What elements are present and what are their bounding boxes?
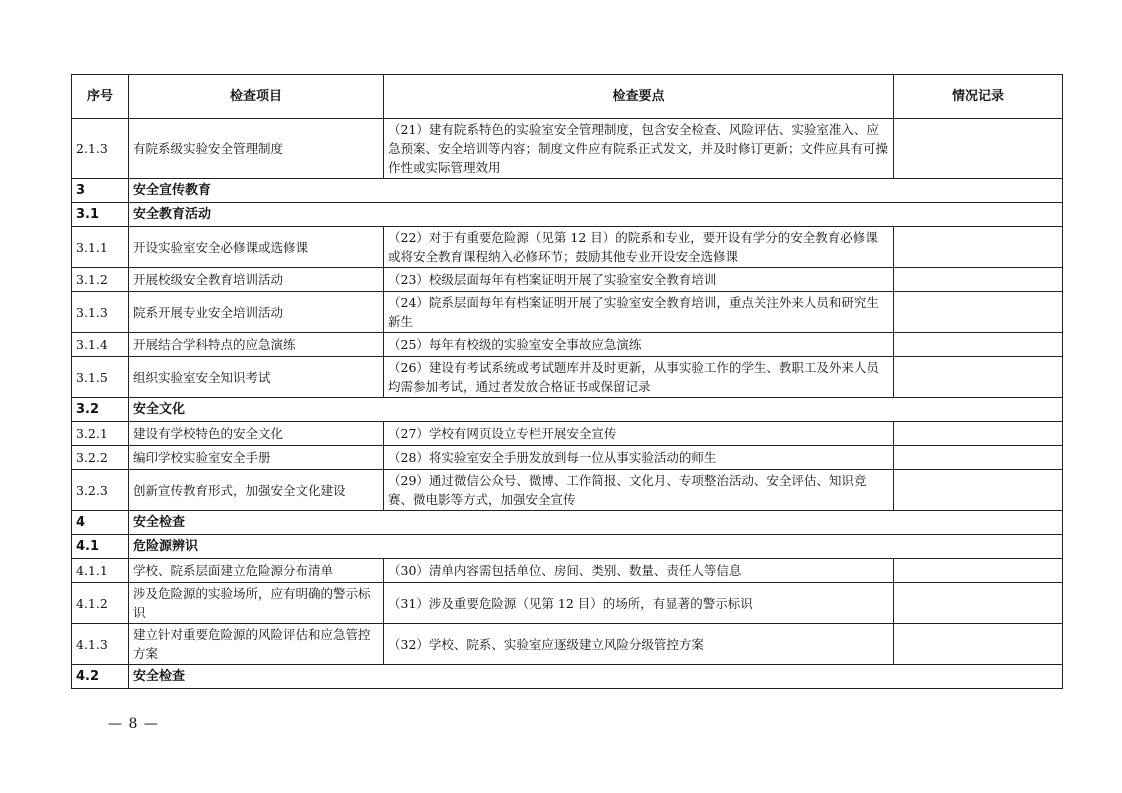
section-serial: 4.1 — [72, 535, 129, 559]
inspection-table — [71, 74, 1063, 689]
table-row — [72, 227, 1063, 268]
table-row — [72, 422, 1063, 446]
row-point: （24）院系层面每年有档案证明开展了实验室安全教育培训，重点关注外来人员和研究生新生 — [384, 292, 894, 333]
section-title: 安全文化 — [129, 398, 1063, 422]
section-serial: 4.2 — [72, 665, 129, 689]
row-serial: 3.2.2 — [72, 446, 129, 470]
row-item: 建立针对重要危险源的风险评估和应急管控方案 — [129, 624, 384, 665]
row-record — [894, 333, 1063, 357]
row-point: （30）清单内容需包括单位、房间、类别、数量、责任人等信息 — [384, 559, 894, 583]
row-item: 创新宣传教育形式，加强安全文化建设 — [129, 470, 384, 511]
section-title: 安全检查 — [129, 511, 1063, 535]
row-point: （27）学校有网页设立专栏开展安全宣传 — [384, 422, 894, 446]
row-point: （25）每年有校级的实验室安全事故应急演练 — [384, 333, 894, 357]
row-point: （28）将实验室安全手册发放到每一位从事实验活动的师生 — [384, 446, 894, 470]
row-point: （29）通过微信公众号、微博、工作简报、文化月、专项整治活动、安全评估、知识竞赛、微电影等方式，加强安全宣传 — [384, 470, 894, 511]
table-row — [72, 583, 1063, 624]
row-item: 有院系级实验安全管理制度 — [129, 119, 384, 179]
table-row — [72, 333, 1063, 357]
row-point: （22）对于有重要危险源（见第 12 目）的院系和专业，要开设有学分的安全教育必修课或将安全教育课程纳入必修环节；鼓励其他专业开设安全选修课 — [384, 227, 894, 268]
row-point: （21）建有院系特色的实验室安全管理制度，包含安全检查、风险评估、实验室准入、应急预案、安全培训等内容；制度文件应有院系正式发文，并及时修订更新；文件应具有可操作性或实际管理效用 — [384, 119, 894, 179]
row-record — [894, 559, 1063, 583]
table-row — [72, 470, 1063, 511]
row-serial: 3.2.3 — [72, 470, 129, 511]
row-serial: 4.1.2 — [72, 583, 129, 624]
row-item: 开展结合学科特点的应急演练 — [129, 333, 384, 357]
row-point: （31）涉及重要危险源（见第 12 目）的场所，有显著的警示标识 — [384, 583, 894, 624]
row-record — [894, 422, 1063, 446]
section-title: 安全检查 — [129, 665, 1063, 689]
row-serial: 3.1.5 — [72, 357, 129, 398]
section-row — [72, 511, 1063, 535]
row-record — [894, 227, 1063, 268]
table-row — [72, 268, 1063, 292]
section-row — [72, 179, 1063, 203]
section-serial: 3.2 — [72, 398, 129, 422]
table-row — [72, 292, 1063, 333]
table-row — [72, 357, 1063, 398]
row-serial: 3.1.3 — [72, 292, 129, 333]
header-record: 情况记录 — [894, 75, 1063, 119]
row-item: 学校、院系层面建立危险源分布清单 — [129, 559, 384, 583]
table-header-row — [72, 75, 1063, 119]
row-item: 院系开展专业安全培训活动 — [129, 292, 384, 333]
row-record — [894, 268, 1063, 292]
section-title: 安全教育活动 — [129, 203, 1063, 227]
section-title: 危险源辨识 — [129, 535, 1063, 559]
row-serial: 3.1.4 — [72, 333, 129, 357]
header-serial: 序号 — [72, 75, 129, 119]
row-record — [894, 119, 1063, 179]
row-item: 编印学校实验室安全手册 — [129, 446, 384, 470]
row-item: 组织实验室安全知识考试 — [129, 357, 384, 398]
table-row — [72, 446, 1063, 470]
section-row — [72, 203, 1063, 227]
row-record — [894, 470, 1063, 511]
row-point: （32）学校、院系、实验室应逐级建立风险分级管控方案 — [384, 624, 894, 665]
row-item: 开设实验室安全必修课或选修课 — [129, 227, 384, 268]
row-point: （26）建设有考试系统或考试题库并及时更新，从事实验工作的学生、教职工及外来人员均需参加考试，通过者发放合格证书或保留记录 — [384, 357, 894, 398]
row-serial: 3.1.1 — [72, 227, 129, 268]
row-item: 建设有学校特色的安全文化 — [129, 422, 384, 446]
table-row — [72, 119, 1063, 179]
row-serial: 3.2.1 — [72, 422, 129, 446]
section-serial: 3.1 — [72, 203, 129, 227]
row-serial: 2.1.3 — [72, 119, 129, 179]
table-row — [72, 624, 1063, 665]
row-item: 开展校级安全教育培训活动 — [129, 268, 384, 292]
row-serial: 4.1.3 — [72, 624, 129, 665]
section-title: 安全宣传教育 — [129, 179, 1063, 203]
row-item: 涉及危险源的实验场所，应有明确的警示标识 — [129, 583, 384, 624]
row-record — [894, 583, 1063, 624]
section-row — [72, 535, 1063, 559]
row-serial: 3.1.2 — [72, 268, 129, 292]
section-serial: 4 — [72, 511, 129, 535]
section-row — [72, 398, 1063, 422]
row-point: （23）校级层面每年有档案证明开展了实验室安全教育培训 — [384, 268, 894, 292]
row-record — [894, 292, 1063, 333]
row-record — [894, 624, 1063, 665]
header-item: 检查项目 — [129, 75, 384, 119]
header-point: 检查要点 — [384, 75, 894, 119]
section-row — [72, 665, 1063, 689]
page-number: — 8 — — [108, 716, 159, 732]
row-serial: 4.1.1 — [72, 559, 129, 583]
section-serial: 3 — [72, 179, 129, 203]
row-record — [894, 446, 1063, 470]
row-record — [894, 357, 1063, 398]
table-row — [72, 559, 1063, 583]
